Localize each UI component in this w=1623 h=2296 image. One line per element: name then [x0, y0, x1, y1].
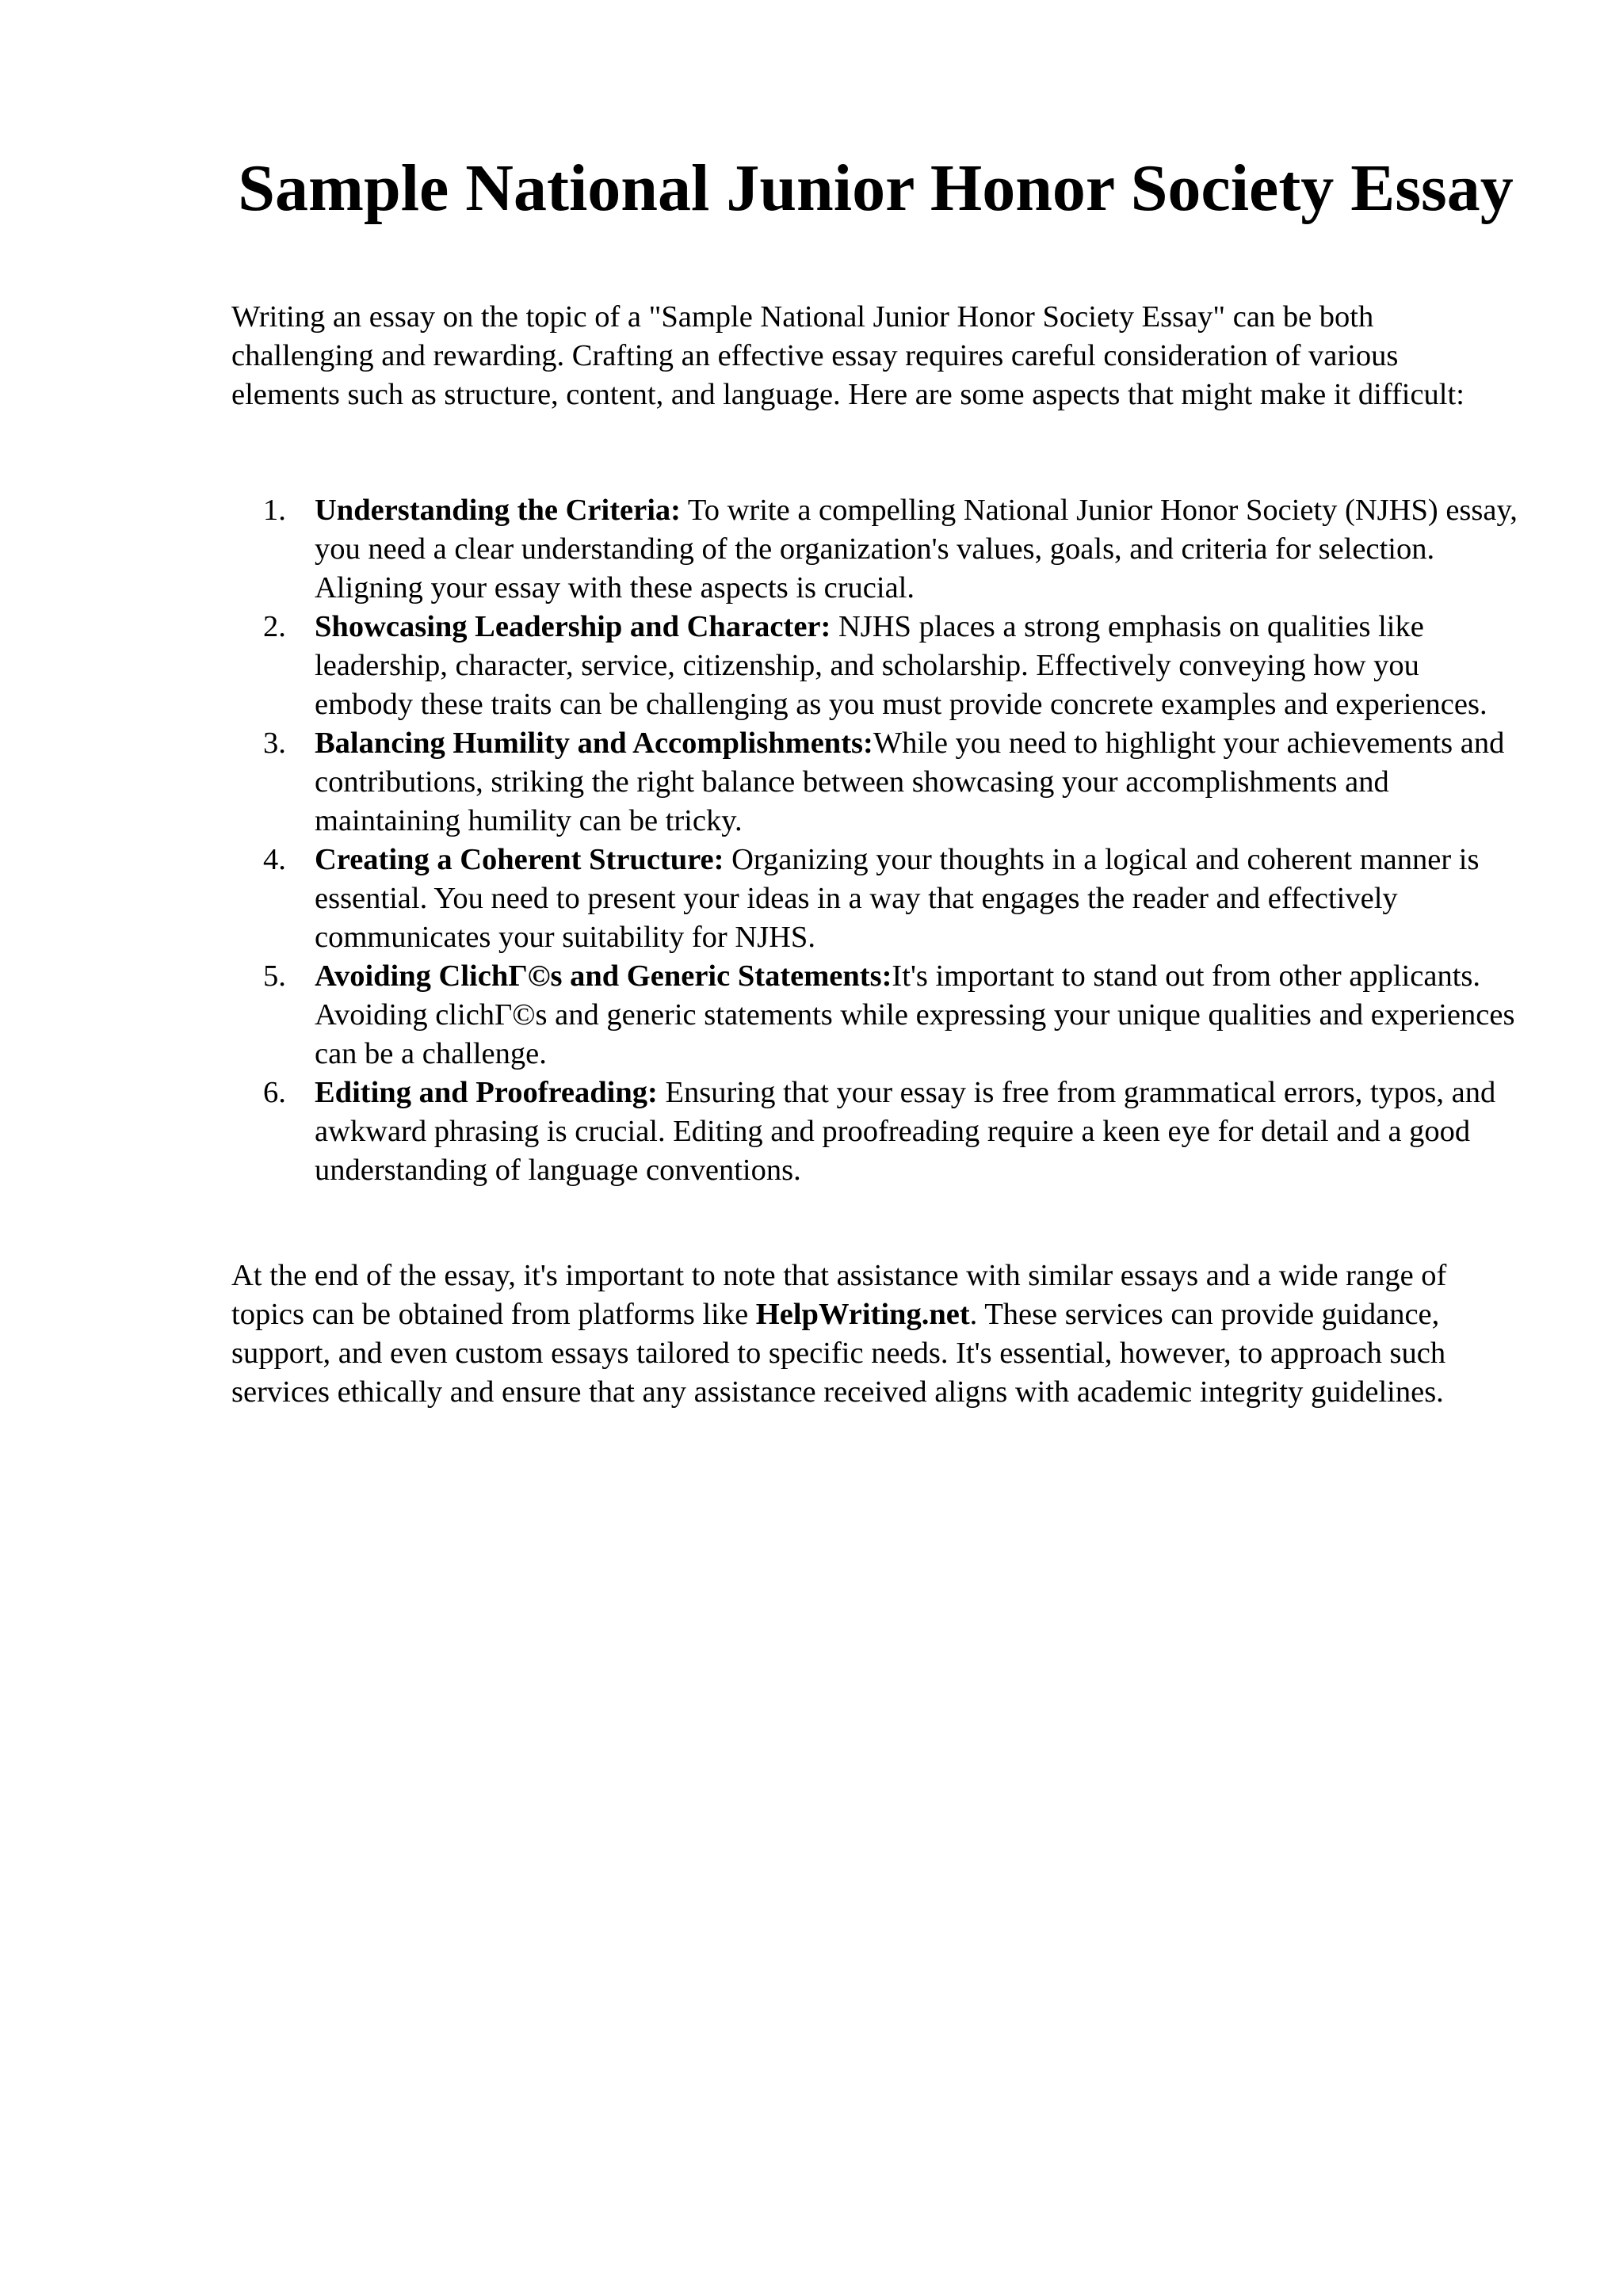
list-item-number: 5.: [263, 959, 286, 993]
list-item-term: Balancing Humility and Accomplishments:: [315, 727, 873, 760]
list-item-text: Organizing your thoughts in a logical and coherent manner is essential. You need to present your ideas in a way that engages the reader and effectively communicates your suitability for NJHS.: [315, 843, 1480, 954]
list-item-term: Showcasing Leadership and Character:: [315, 610, 831, 643]
closing-text-start: At the end of the essay, it's important to note that assistance with similar essays and a wide range of topics can be obtained from platforms like: [231, 1259, 1447, 1331]
list-item: [231, 608, 1523, 724]
closing-paragraph: [231, 1257, 1507, 1412]
list-item-term: Avoiding ClichΓ©s and Generic Statements:: [315, 959, 892, 993]
closing-text-end: . These services can provide guidance, support, and even custom essays tailored to specific needs. It's essential, however, to approach such services ethically and ensure that any assistance received aligns with academic integrity guidelines.: [231, 1298, 1446, 1409]
intro-paragraph: Writing an essay on the topic of a "Sample National Junior Honor Society Essay" can be both challenging and rewarding. Crafting an effective essay requires careful consideration of various elements such as structure, content, and language. Here are some aspects that might make it difficult:: [231, 300, 1465, 411]
list-item-term: Editing and Proofreading:: [315, 1076, 658, 1109]
list-item-term: Creating a Coherent Structure:: [315, 843, 724, 876]
list-item-term: Understanding the Criteria:: [315, 494, 681, 527]
list-item-number: 3.: [263, 727, 286, 760]
list-item-number: 2.: [263, 610, 286, 643]
list-item-text: NJHS places a strong emphasis on qualities like leadership, character, service, citizenship, and scholarship. Effectively conveying how you embody these traits can be challenging as you must provide concrete examples and experiences.: [315, 610, 1487, 721]
list-item: [231, 1074, 1523, 1190]
list-item: [231, 491, 1523, 608]
list-item-number: 4.: [263, 843, 286, 876]
list-item-text: Ensuring that your essay is free from grammatical errors, typos, and awkward phrasing is crucial. Editing and proofreading require a keen eye for detail and a good understanding of language conventions.: [315, 1076, 1496, 1187]
list-item-number: 6.: [263, 1076, 286, 1109]
list-item-text: While you need to highlight your achievements and contributions, striking the right balance between showcasing your accomplishments and maintaining humility can be tricky.: [315, 727, 1505, 837]
helpwriting-link[interactable]: HelpWriting.net: [755, 1298, 970, 1331]
list-item: [231, 841, 1523, 957]
aspects-list: [231, 491, 1523, 1190]
list-item: [231, 957, 1523, 1074]
document-title: Sample National Junior Honor Society Essay: [238, 151, 1514, 225]
list-item: [231, 724, 1523, 841]
list-item-number: 1.: [263, 494, 286, 527]
list-item-text: To write a compelling National Junior Honor Society (NJHS) essay, you need a clear understanding of the organization's values, goals, and criteria for selection. Aligning your essay with these aspects is crucial.: [315, 494, 1518, 605]
list-item-text: It's important to stand out from other applicants. Avoiding clichΓ©s and generic statements while expressing your unique qualities and experiences can be a challenge.: [315, 959, 1515, 1070]
